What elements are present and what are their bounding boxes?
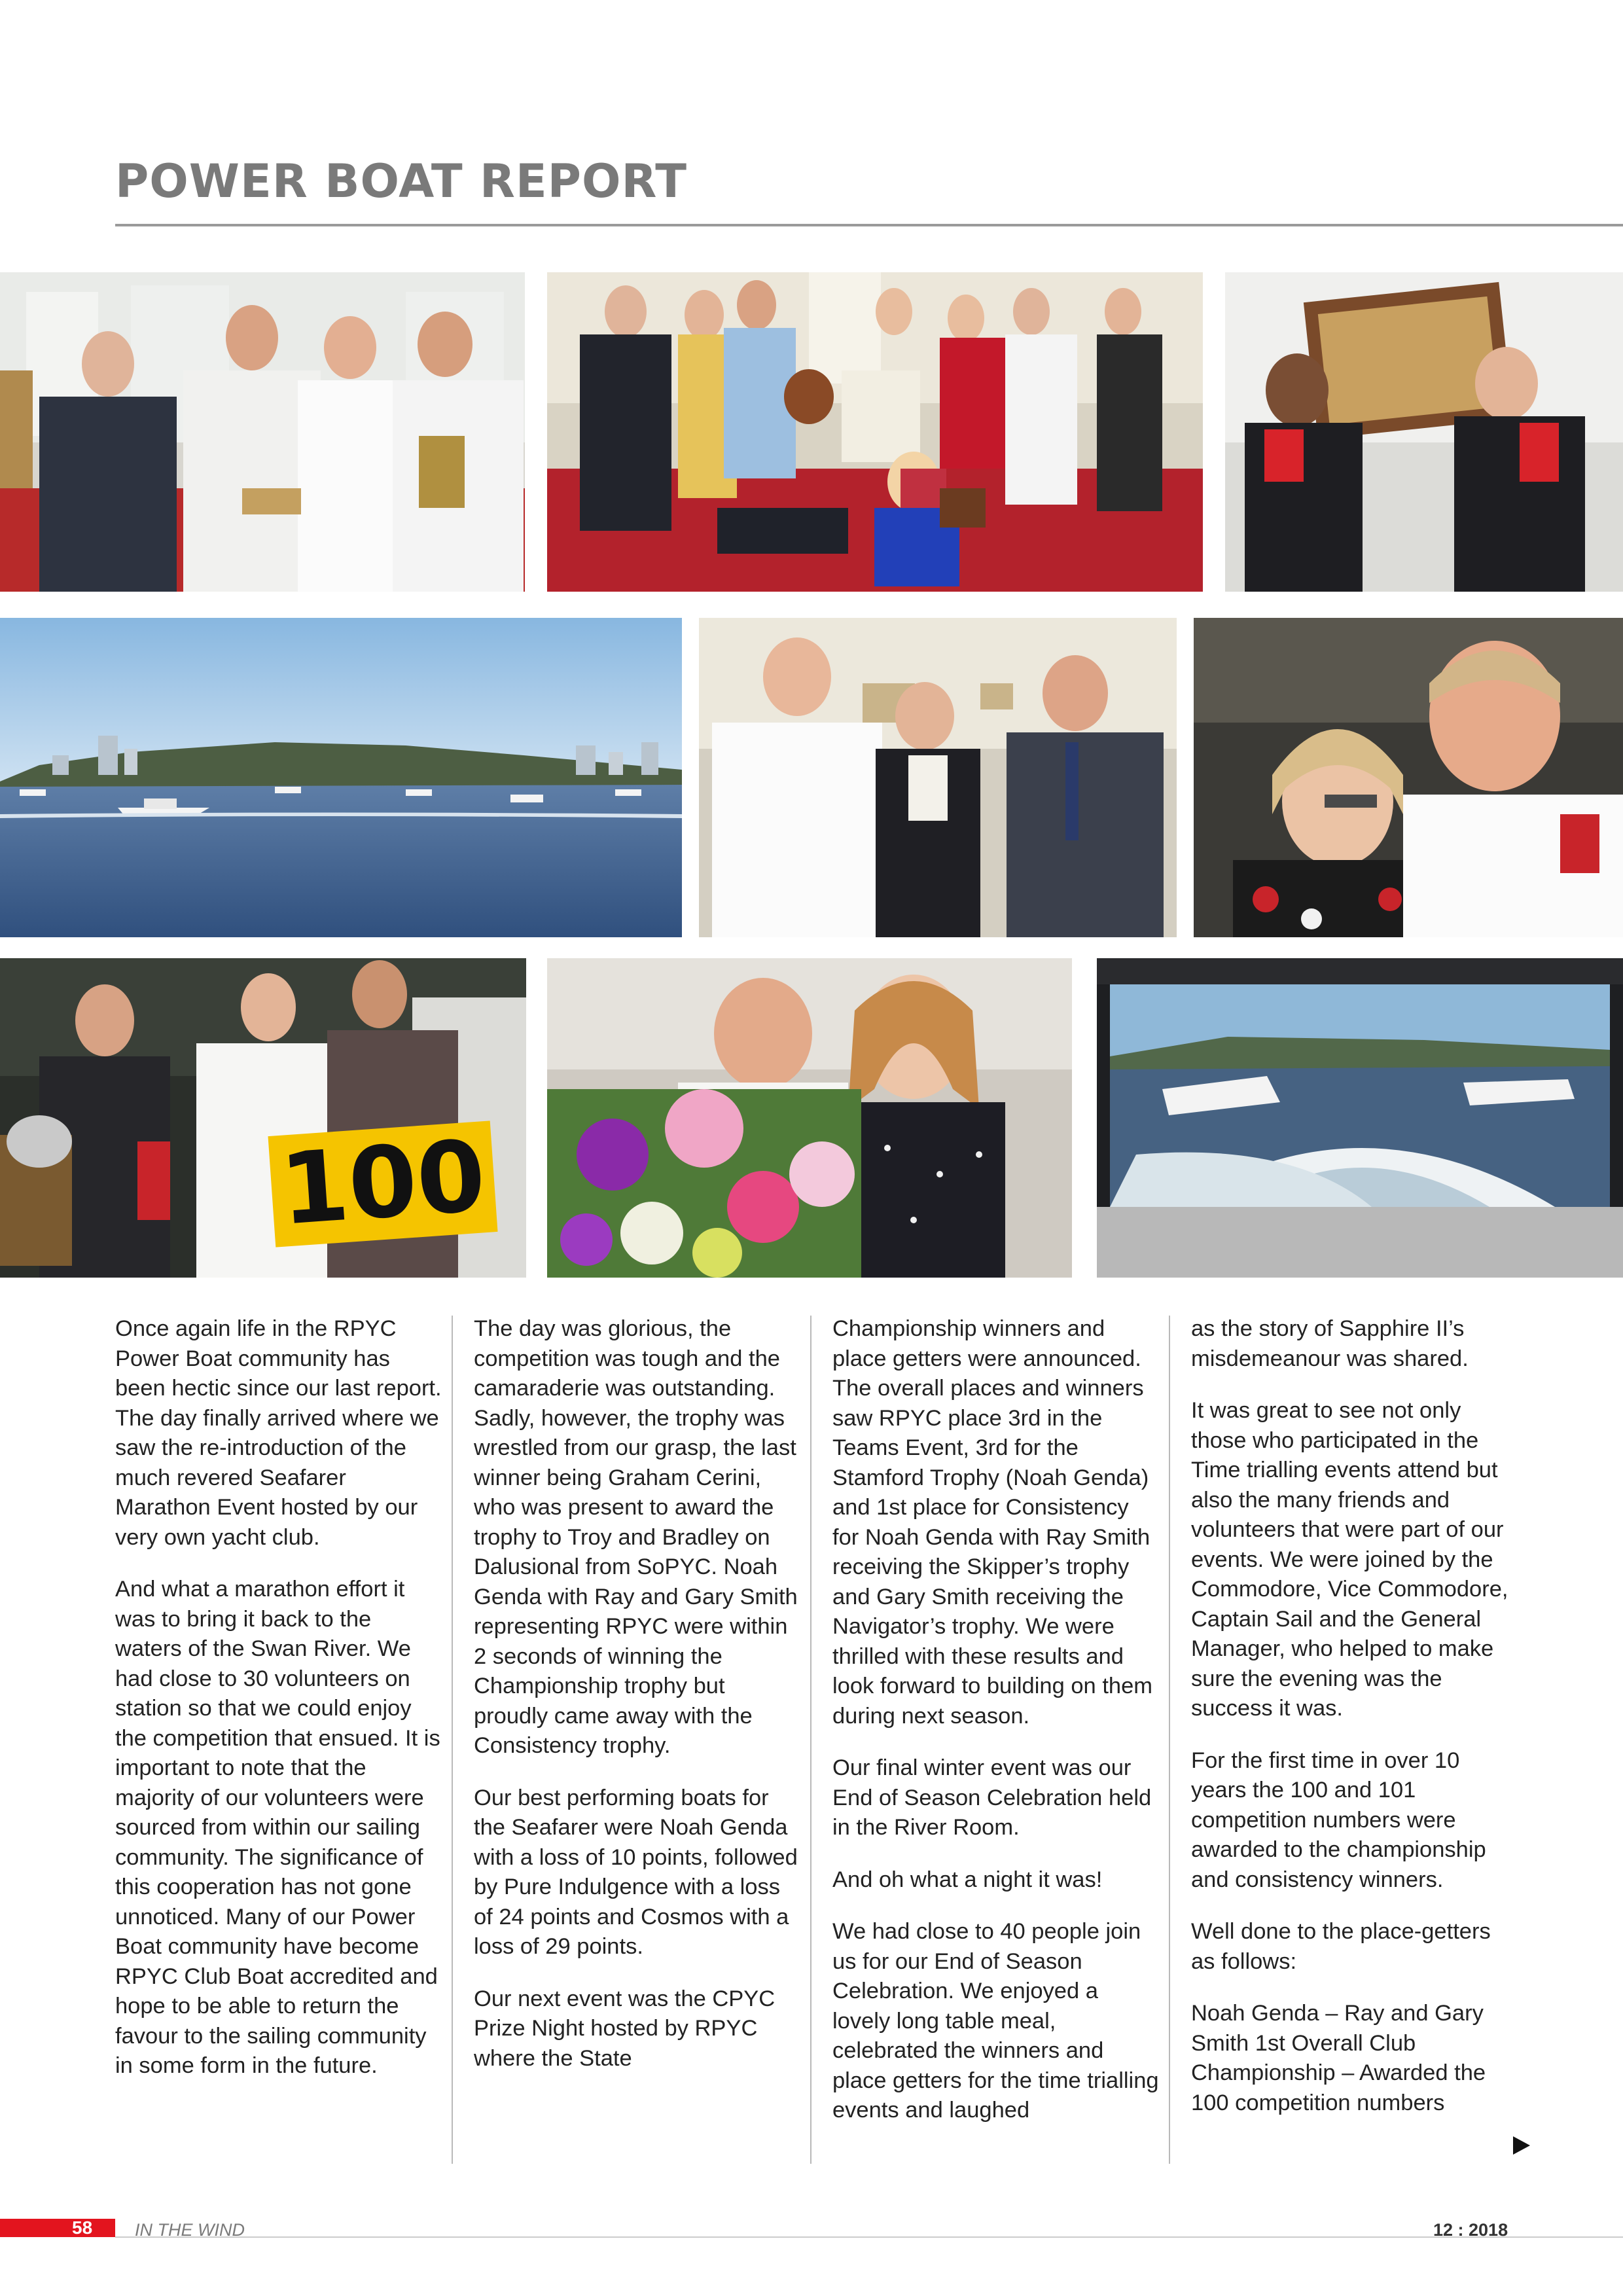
paragraph: Our best performing boats for the Seafarer were Noah Genda with a loss of 10 points, followed by Pure Indulgence with a loss of 24 points and Cosmos with a loss of 29 points. [474, 1785, 798, 1959]
paragraph: For the first time in over 10 years the 100 and 101 competition numbers were awarded to the championship and consistency winners. [1191, 1748, 1486, 1892]
article-column-2 [474, 1314, 801, 2178]
paragraph: Noah Genda – Ray and Gary Smith 1st Overall Club Championship – Awarded the 100 competition numbers [1191, 2001, 1486, 2115]
photo-presentation-with-number-100 [0, 958, 526, 1278]
paragraph: Once again life in the RPYC Power Boat community has been hectic since our last report. The day finally arrived where we saw the re-introduction of the much revered Seafarer Marathon Event hosted by our very own yacht club. [115, 1316, 442, 1550]
paragraph: as the story of Sapphire II’s misdemeanour was shared. [1191, 1316, 1469, 1371]
sign-number-100: 100 [276, 1119, 490, 1247]
photo-boat-wake-view [1097, 958, 1623, 1278]
paragraph: Our final winter event was our End of Season Celebration held in the River Room. [832, 1755, 1152, 1840]
page-title: POWER BOAT REPORT [115, 154, 687, 208]
photo-men-holding-honour-board [1225, 272, 1623, 592]
footer-rule [115, 2236, 1623, 2238]
paragraph: Well done to the place-getters as follows: [1191, 1919, 1491, 1974]
issue-date: 12 : 2018 [1433, 2220, 1508, 2240]
column-divider [810, 1316, 812, 2164]
paragraph: The day was glorious, the competition was tough and the camaraderie was outstanding. Sadly, however, the trophy was wrestled from our grasp, the last winner being Graham Cerini, who was present to award the trophy to Troy and Bradley on Dalusional from SoPYC. Noah Genda with Ray and Gary Smith representing RPYC were within 2 seconds of winning the Championship trophy but proudly came away with the Consistency trophy. [474, 1316, 798, 1758]
column-divider [452, 1316, 453, 2164]
footer-accent-bar [0, 2219, 115, 2237]
paragraph: Our next event was the CPYC Prize Night hosted by RPYC where the State [474, 1986, 776, 2071]
magazine-name: IN THE WIND [135, 2220, 245, 2240]
photo-couple-with-flowers [547, 958, 1072, 1278]
title-underline [115, 224, 1623, 226]
photo-couple-smiling [1194, 618, 1623, 937]
continue-arrow-icon [1513, 2136, 1530, 2155]
page-number: 58 [72, 2217, 93, 2238]
paragraph: And oh what a night it was! [832, 1867, 1103, 1892]
article-column-4 [1191, 1314, 1518, 2178]
photo-boats-on-swan-river [0, 618, 682, 937]
article-column-3 [832, 1314, 1160, 2178]
paragraph: It was great to see not only those who participated in the Time trialling events attend but also the many friends and volunteers that were part of our events. We were joined by the Commodore, Vice Commodore, Captain Sail and the General Manager, who helped to make sure the evening was the success it was. [1191, 1398, 1508, 1721]
photo-four-men-with-trophies [0, 272, 525, 592]
column-divider [1169, 1316, 1170, 2164]
paragraph: We had close to 40 people join us for our End of Season Celebration. We enjoyed a lovely long table meal, celebrated the winners and place getters for the time trialling events and laughed [832, 1919, 1159, 2123]
article-column-1 [115, 1314, 442, 2178]
paragraph: Championship winners and place getters were announced. The overall places and winners saw RPYC place 3rd in the Teams Event, 3rd for the Stamford Trophy (Noah Genda) and 1st place for Consistency for Noah Genda with Ray Smith receiving the Skipper’s trophy and Gary Smith receiving the Navigator’s trophy. We were thrilled with these results and look forward to building on them during next season. [832, 1316, 1153, 1729]
photo-prize-night-group [547, 272, 1203, 592]
paragraph: And what a marathon effort it was to bring it back to the waters of the Swan River. We had close to 30 volunteers on station so that we could enjoy the competition that ensued. It is important to note that the majority of our volunteers were sourced from within our sailing community. The significance of this cooperation has not gone unnoticed. Many of our Power Boat community have become RPYC Club Boat accredited and hope to be able to return the favour to the sailing community in some form in the future. [115, 1577, 440, 2078]
photo-commodore-with-guests [699, 618, 1177, 937]
